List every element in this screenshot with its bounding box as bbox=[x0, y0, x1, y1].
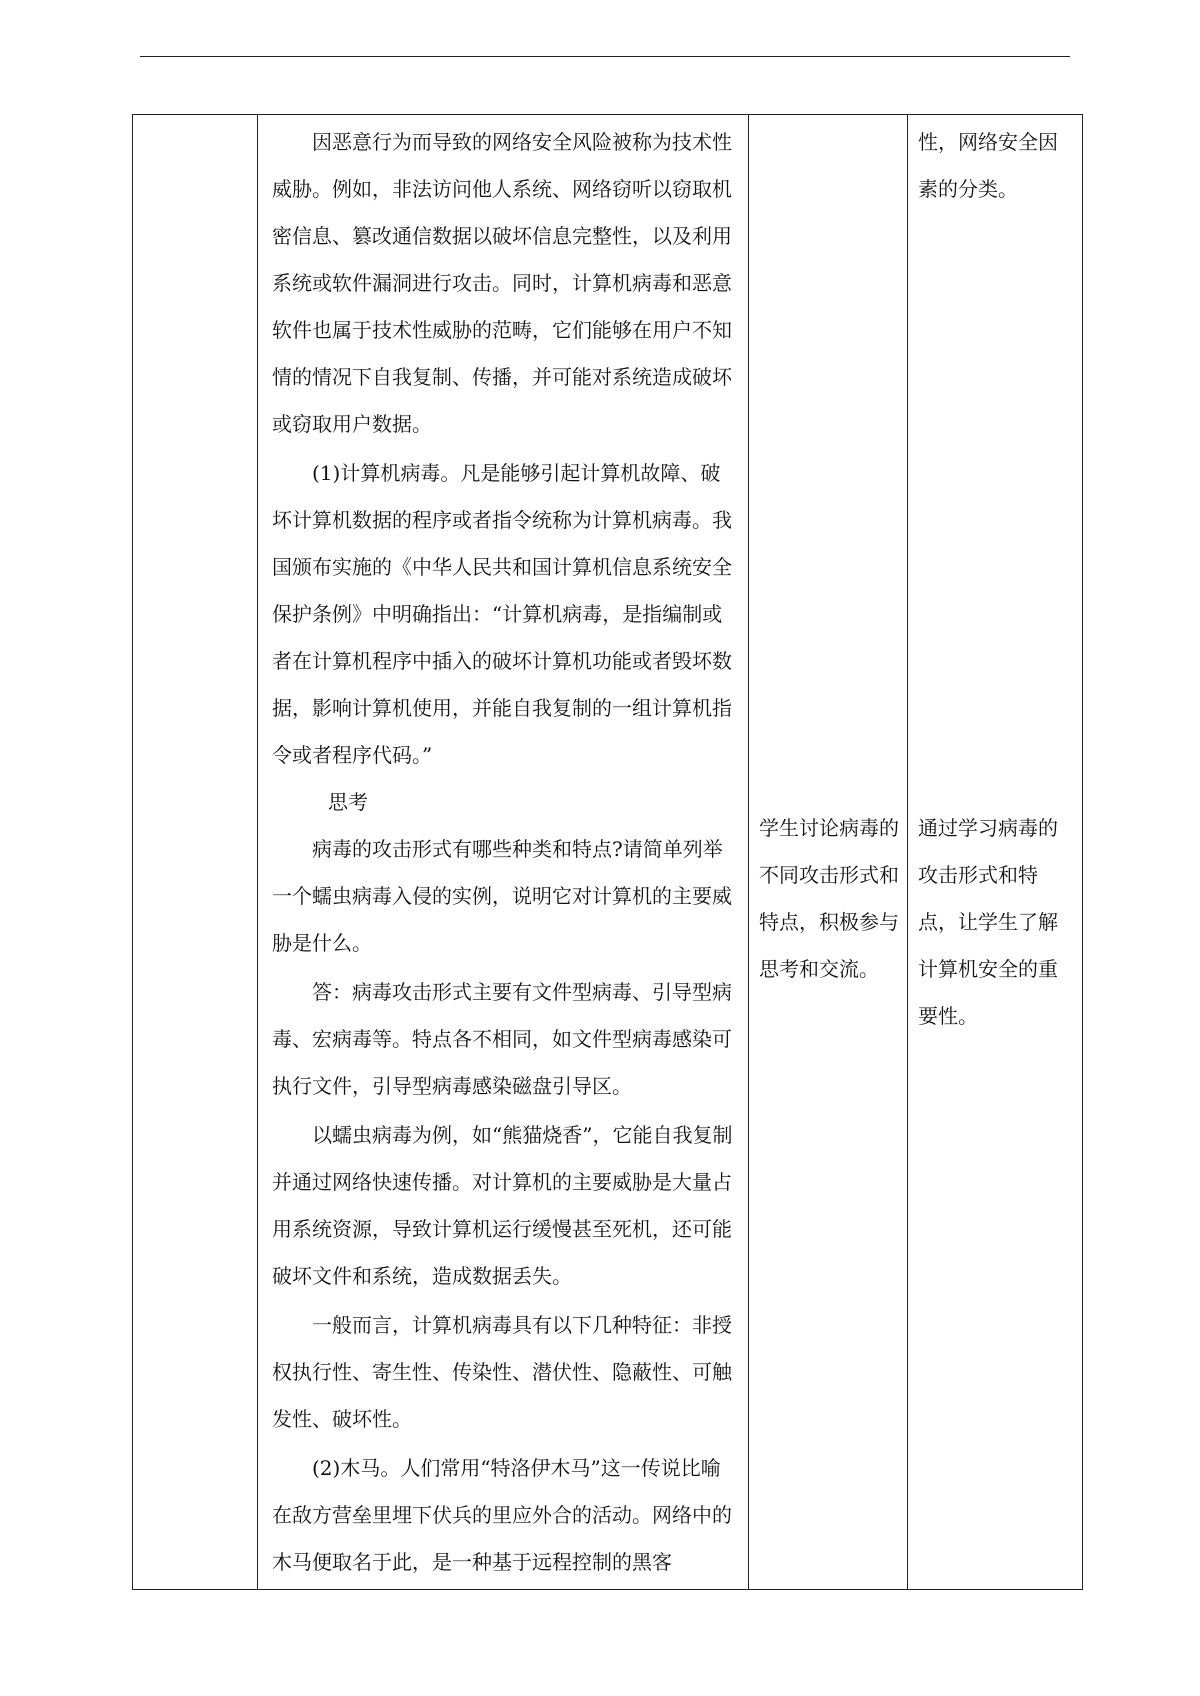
content-paragraph-trojan: (2)木马。人们常用“特洛伊木马”这一传说比喻在敌方营垒里埋下伏兵的里应外合的活动。网络中的木马便取名于此，是一种基于远程控制的黑客 bbox=[272, 1456, 732, 1574]
stage-column-cell bbox=[133, 115, 258, 1590]
think-heading: 思考 bbox=[328, 790, 368, 814]
content-paragraph-virus-features: 一般而言，计算机病毒具有以下几种特征：非授权执行性、寄生性、传染性、潜伏性、隐蔽性、可触发性、破坏性。 bbox=[272, 1313, 732, 1431]
think-answer: 答：病毒攻击形式主要有文件型病毒、引导型病毒、宏病毒等。特点各不相同，如文件型病毒感染可执行文件，引导型病毒感染磁盘引导区。 bbox=[272, 980, 732, 1098]
student-activity-cell bbox=[749, 115, 908, 1590]
student-activity-text: 学生讨论病毒的不同攻击形式和特点，积极参与思考和交流。 bbox=[759, 816, 899, 981]
content-paragraph-worm-example: 以蠕虫病毒为例，如“熊猫烧香”，它能自我复制并通过网络快速传播。对计算机的主要威胁是大量占用系统资源，导致计算机运行缓慢甚至死机，还可能破坏文件和系统，造成数据丢失。 bbox=[272, 1123, 733, 1288]
table-row bbox=[133, 115, 1083, 1590]
design-intent-cell bbox=[908, 115, 1083, 1590]
content-paragraph-threats: 因恶意行为而导致的网络安全风险被称为技术性威胁。例如，非法访问他人系统、网络窃听以窃取机密信息、篡改通信数据以破坏信息完整性，以及利用系统或软件漏洞进行攻击。同时，计算机病毒和恶意软件也属于技术性威胁的范畴，它们能够在用户不知情的情况下自我复制、传播，并可能对系统造成破坏或窃取用户数据。 bbox=[272, 130, 732, 436]
lesson-plan-table bbox=[132, 114, 1083, 1590]
teaching-content-cell bbox=[258, 115, 749, 1590]
design-intent-text-top: 性，网络安全因素的分类。 bbox=[918, 130, 1058, 201]
think-question: 病毒的攻击形式有哪些种类和特点?请简单列举一个蠕虫病毒入侵的实例，说明它对计算机的主要威胁是什么。 bbox=[272, 837, 732, 955]
design-intent-text-virus: 通过学习病毒的攻击形式和特点，让学生了解计算机安全的重要性。 bbox=[918, 816, 1058, 1028]
content-paragraph-virus-definition: (1)计算机病毒。凡是能够引起计算机故障、破坏计算机数据的程序或者指令统称为计算机病毒。我国颁布实施的《中华人民共和国计算机信息系统安全保护条例》中明确指出：“计算机病毒，是指编制或者在计算机程序中插入的破坏计算机功能或者毁坏数据，影响计算机使用，并能自我复制的一组计算机指令或者程序代码。” bbox=[272, 461, 732, 767]
header-rule bbox=[140, 56, 1070, 57]
